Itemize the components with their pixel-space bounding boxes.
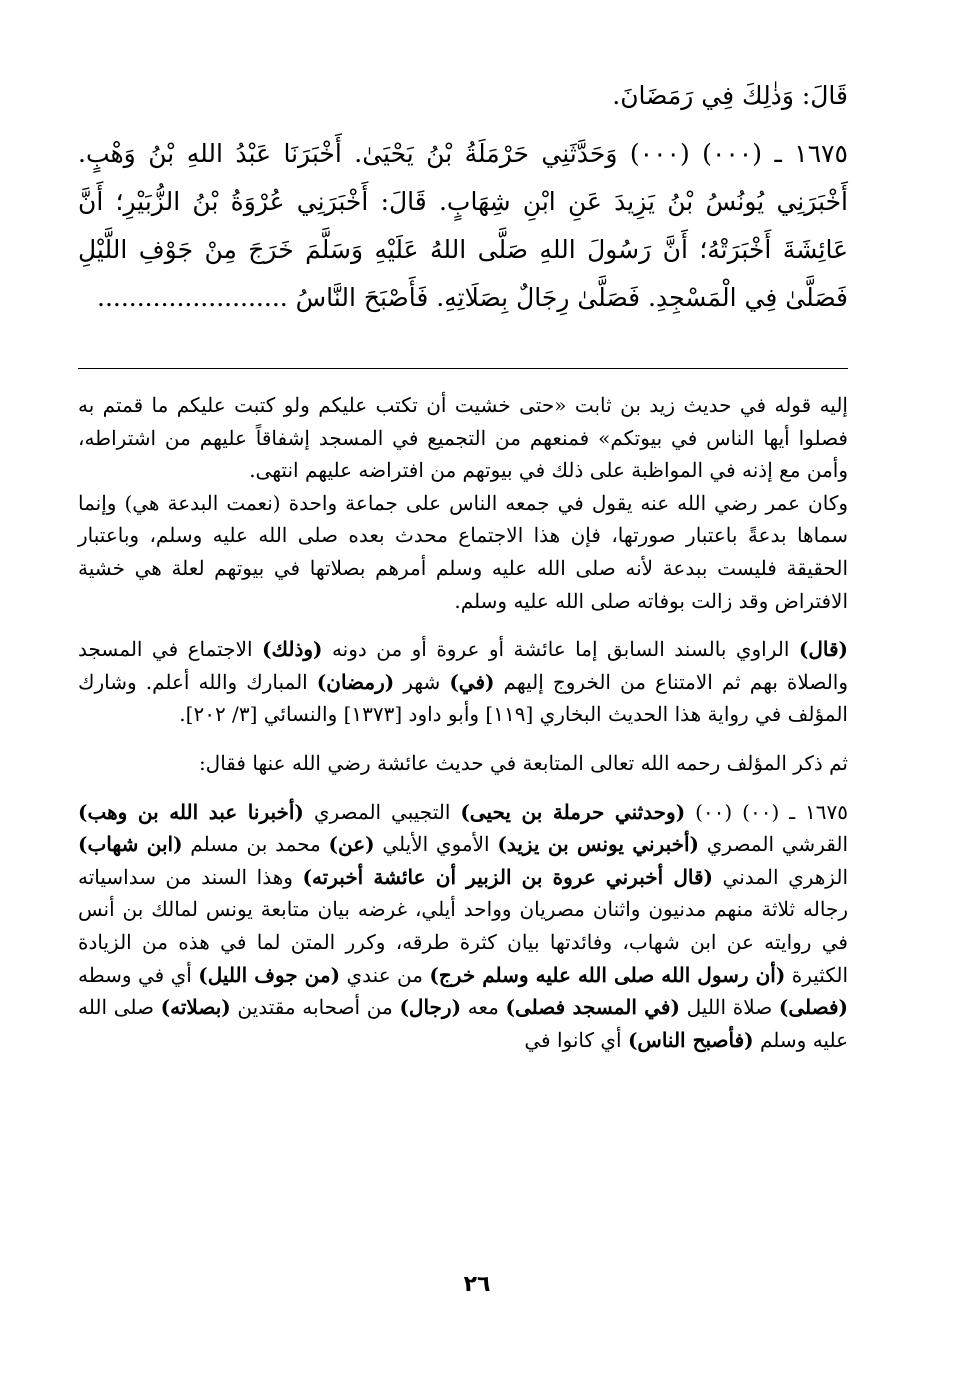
page-number: ٢٦ — [463, 1272, 491, 1297]
commentary-paragraph-1: إليه قوله في حديث زيد بن ثابت «حتى خشيت أن تكتب عليكم ولو كتبت عليكم ما قمتم به فصلوا أيها الناس في بيوتكم» فمنعهم من التجميع في المسجد إشفاقاً عليهم من اشتراطه، وأمن مع إذنه في المواظبة على ذلك في بيوتهم من افتراضه عليهم انتهى. — [78, 393, 848, 483]
commentary-paragraph-3: (قال) الراوي بالسند السابق إما عائشة أو عروة أو من دونه (وذلك) الاجتماع في المسجد والصلاة بهم ثم الامتناع من الخروج إليهم (في) شهر (رمضان) المبارك والله أعلم. وشارك المؤلف في رواية هذا الحديث البخاري [١١٩] وأبو داود [١٣٧٣] والنسائي [٣/ ٢٠٢]. — [78, 637, 849, 727]
commentary-paragraph-5: ١٦٧٥ ـ (٠٠) (٠٠) (وحدثني حرملة بن يحيى) التجيبي المصري (أخبرنا عبد الله بن وهب) القرشي المصري (أخبرني يونس بن يزيد) الأموي الأيلي (عن) محمد بن مسلم (ابن شهاب) الزهري المدني (قال أخبرني عروة بن الزبير أن عائشة أخبرته) وهذا السند من سداسياته رجاله ثلاثة منهم مدنيون واثنان مصريان وواحد أيلي، غرضه بيان متابعة يونس لمالك بن أنس في روايته عن ابن شهاب، وفائدتها بيان كثرة طرقه، وكرر المتن لما في هذه من الزيادة الكثيرة (أن رسول الله صلى الله عليه وسلم خرج) من عندي (من جوف الليل) أي في وسطه (فصلى) صلاة الليل (في المسجد فصلى) معه (رجال) من أصحابه مقتدين (بصلاته) صلى الله عليه وسلم (فأصبح الناس) أي كانوا في — [78, 799, 849, 1052]
page — [78, 72, 848, 1056]
hadith-text-block — [78, 72, 848, 322]
hadith-1675-text: ١٦٧٥ ـ (٠٠٠) (٠٠٠) وَحَدَّثَنِي حَرْمَلَةُ بْنُ يَحْيَىٰ. أَخْبَرَنَا عَبْدُ اللهِ بْنُ وَهْبٍ. أَخْبَرَنِي يُونُسُ بْنُ يَزِيدَ عَنِ ابْنِ شِهَابٍ. قَالَ: أَخْبَرَنِي عُرْوَةُ بْنُ الزُّبَيْرِ؛ أَنَّ عَائِشَةَ أَخْبَرَتْهُ؛ أَنَّ رَسُولَ اللهِ صَلَّى اللهُ عَلَيْهِ وَسَلَّمَ خَرَجَ مِنْ جَوْفِ اللَّيْلِ فَصَلَّىٰ فِي الْمَسْجِدِ. فَصَلَّىٰ رِجَالٌ بِصَلَاتِهِ. فَأَصْبَحَ النَّاسُ ........................ — [78, 139, 848, 312]
commentary-paragraph-4: ثم ذكر المؤلف رحمه الله تعالى المتابعة في حديث عائشة رضي الله عنها فقال: — [198, 750, 848, 775]
qala-line: قَالَ: وَذٰلِكَ فِي رَمَضَانَ. — [612, 81, 848, 110]
commentary-block — [78, 389, 848, 1056]
separator-line — [78, 368, 848, 369]
commentary-paragraph-2: وكان عمر رضي الله عنه يقول في جمعه الناس على جماعة واحدة (نعمت البدعة هي) وإنما سماها بدعةً باعتبار صورتها، فإن هذا الاجتماع محدث بعده صلى الله عليه وسلم، وباعتبار الحقيقة فليست ببدعة لأنه صلى الله عليه وسلم أمرهم بصلاتها في بيوتهم لعلة هي خشية الافتراض وقد زالت بوفاته صلى الله عليه وسلم. — [78, 490, 848, 613]
